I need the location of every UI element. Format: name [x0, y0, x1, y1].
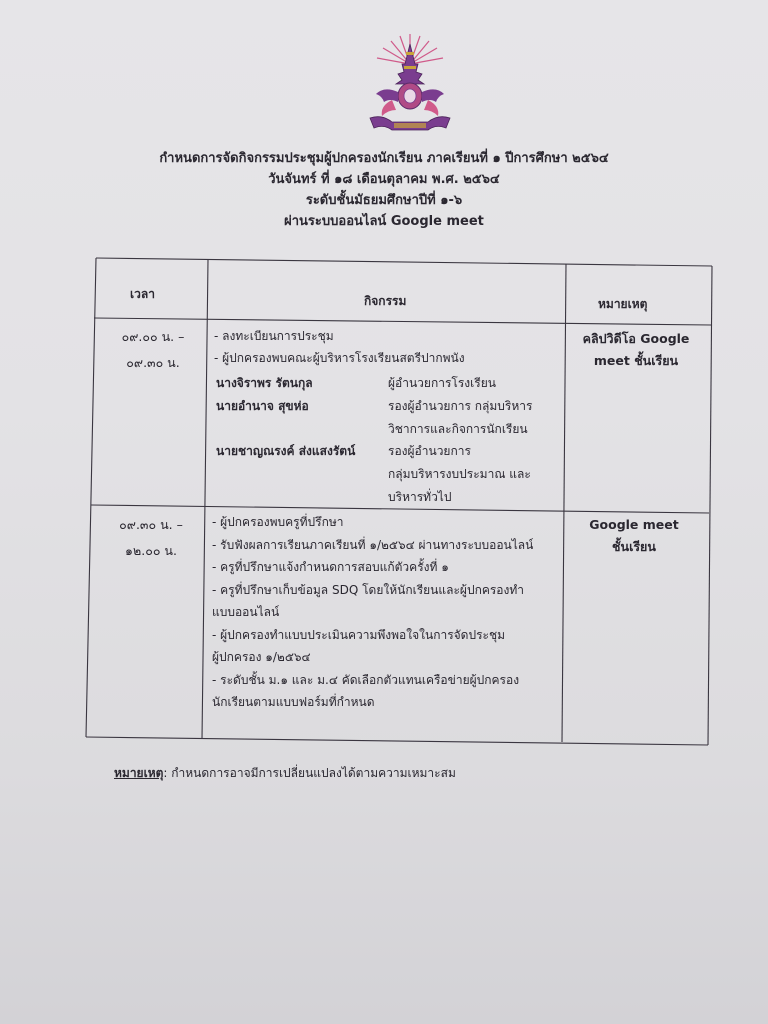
table-row-1-time — [98, 324, 208, 376]
staff-role: กลุ่มบริหารงบประมาณ และ — [388, 467, 531, 481]
table-row-2-remark — [562, 514, 706, 558]
staff-role: บริหารทั่วไป — [388, 490, 452, 504]
activity-item: - ครูที่ปรึกษาเก็บข้อมูล SDQ โดยให้นักเรียนและผู้ปกครองทำ — [212, 582, 525, 597]
school-emblem-logo — [362, 30, 458, 140]
footnote-label: หมายเหตุ — [114, 766, 164, 780]
heading-platform: ผ่านระบบออนไลน์ Google meet — [284, 214, 484, 229]
column-header-activity: กิจกรรม — [364, 294, 407, 308]
remark-line: Google meet — [589, 517, 679, 532]
activity-item: - ลงทะเบียนการประชุม — [214, 329, 334, 343]
table-row-1-remark — [564, 328, 708, 372]
staff-name: นายชาญณรงค์ ส่งแสงรัตน์ — [216, 444, 356, 458]
staff-role: รองผู้อำนวยการ กลุ่มบริหาร — [388, 399, 533, 413]
staff-name: นายอำนาจ สุขห่อ — [216, 399, 309, 413]
table-row-2-time — [96, 512, 206, 564]
time-start: ๐๙.๐๐ น. – — [121, 329, 185, 344]
staff-role: รองผู้อำนวยการ — [388, 444, 471, 458]
activity-item: ผู้ปกครอง ๑/๒๕๖๔ — [212, 650, 311, 664]
remark-line: meet ชั้นเรียน — [593, 353, 679, 368]
column-header-time: เวลา — [130, 287, 155, 301]
staff-role: ผู้อำนวยการโรงเรียน — [388, 376, 496, 390]
time-start: ๐๙.๓๐ น. – — [119, 517, 183, 532]
heading-date: วันจันทร์ ที่ ๑๘ เดือนตุลาคม พ.ศ. ๒๕๖๔ — [268, 172, 500, 187]
remark-line: ชั้นเรียน — [612, 539, 656, 554]
footnote — [114, 764, 456, 783]
time-end: ๐๙.๓๐ น. — [126, 355, 180, 370]
staff-name: นางจิราพร รัตนกุล — [216, 376, 313, 390]
remark-line: คลิปวิดีโอ Google — [582, 331, 690, 346]
heading-grade-level: ระดับชั้นมัธยมศึกษาปีที่ ๑-๖ — [305, 193, 463, 208]
activity-item: - ระดับชั้น ม.๑ และ ม.๔ คัดเลือกตัวแทนเครือข่ายผู้ปกครอง — [212, 672, 520, 687]
table-row-2-activities — [212, 511, 533, 714]
activity-item: - รับฟังผลการเรียนภาคเรียนที่ ๑/๒๕๖๔ ผ่านทางระบบออนไลน์ — [212, 537, 534, 552]
document-heading — [0, 148, 768, 232]
activity-item: แบบออนไลน์ — [212, 605, 280, 619]
activity-item: - ผู้ปกครองพบครูที่ปรึกษา — [212, 515, 344, 529]
column-header-remark: หมายเหตุ — [598, 297, 648, 311]
activity-item: - ครูที่ปรึกษาแจ้งกำหนดการสอบแก้ตัวครั้งที่ ๑ — [212, 560, 449, 574]
time-end: ๑๒.๐๐ น. — [125, 543, 177, 558]
table-row-1-activities — [214, 325, 465, 369]
activity-item: - ผู้ปกครองทำแบบประเมินความพึงพอใจในการจัดประชุม — [212, 627, 506, 642]
activity-item: - ผู้ปกครองพบคณะผู้บริหารโรงเรียนสตรีปากพนัง — [214, 351, 465, 365]
activity-item: นักเรียนตามแบบฟอร์มที่กำหนด — [212, 695, 375, 709]
heading-title: กำหนดการจัดกิจกรรมประชุมผู้ปกครองนักเรียน ภาคเรียนที่ ๑ ปีการศึกษา ๒๕๖๔ — [159, 151, 609, 166]
staff-role: วิชาการและกิจการนักเรียน — [388, 422, 528, 436]
footnote-text: : กำหนดการอาจมีการเปลี่ยนแปลงได้ตามความเหมาะสม — [163, 766, 456, 780]
